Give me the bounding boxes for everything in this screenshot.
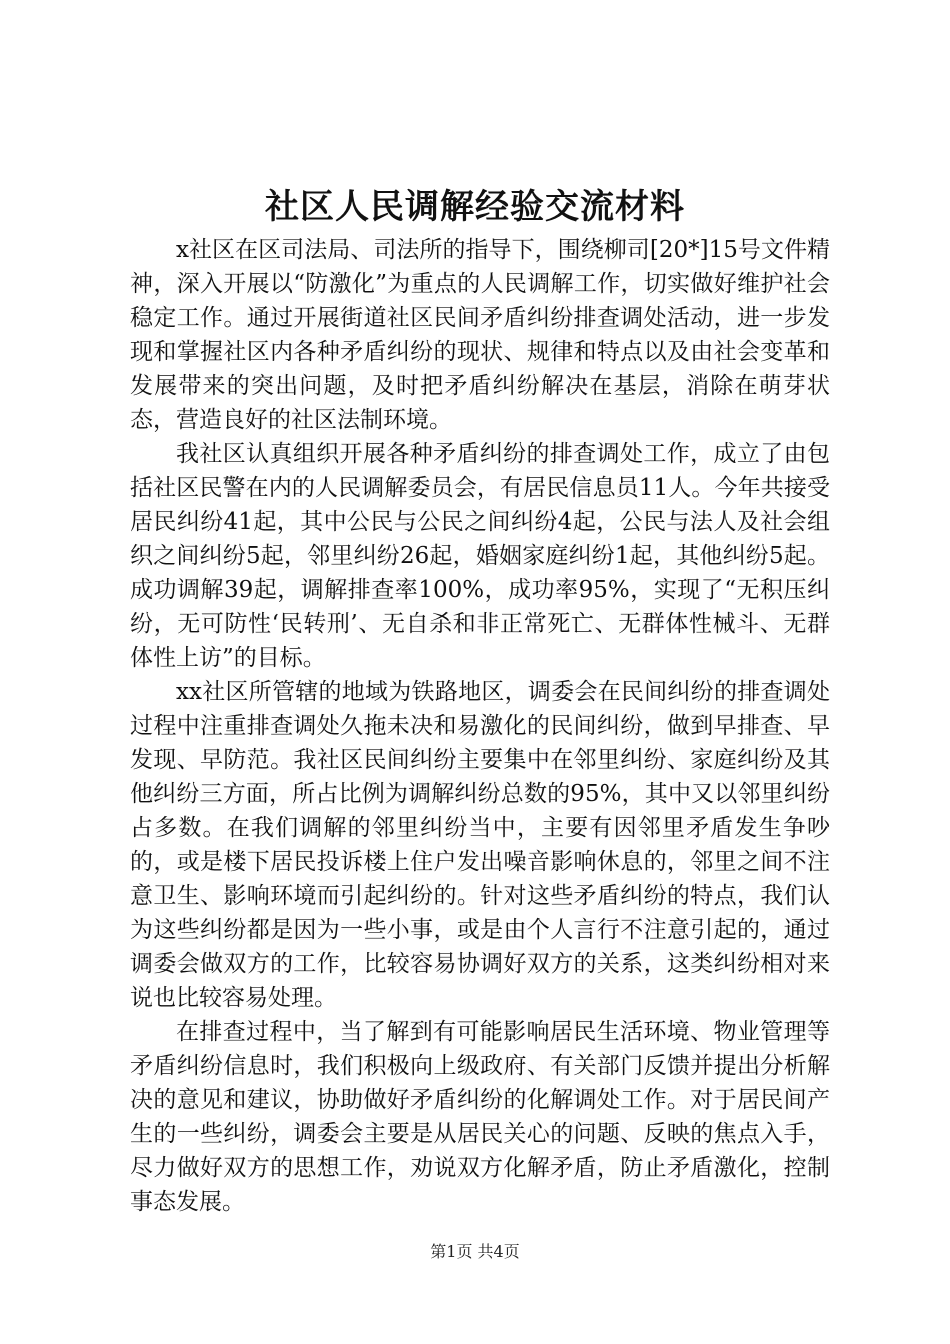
paragraph-3: xx社区所管辖的地域为铁路地区，调委会在民间纠纷的排查调处过程中注重排查调处久拖未决和易激化的民间纠纷，做到早排查、早发现、早防范。我社区民间纠纷主要集中在邻里纠纷、家庭纠纷及其他纠纷三方面，所占比例为调解纠纷总数的95%，其中又以邻里纠纷占多数。在我们调解的邻里纠纷当中，主要有因邻里矛盾发生争吵的，或是楼下居民投诉楼上住户发出噪音影响休息的，邻里之间不注意卫生、影响环境而引起纠纷的。针对这些矛盾纠纷的特点，我们认为这些纠纷都是因为一些小事，或是由个人言行不注意引起的，通过调委会做双方的工作，比较容易协调好双方的关系，这类纠纷相对来说也比较容易处理。 — [130, 679, 830, 1011]
paragraph-4: 在排查过程中，当了解到有可能影响居民生活环境、物业管理等矛盾纠纷信息时，我们积极向上级政府、有关部门反馈并提出分析解决的意见和建议，协助做好矛盾纠纷的化解调处工作。对于居民间产生的一些纠纷，调委会主要是从居民关心的问题、反映的焦点入手，尽力做好双方的思想工作，劝说双方化解矛盾，防止矛盾激化，控制事态发展。 — [130, 1019, 830, 1215]
paragraph-2: 我社区认真组织开展各种矛盾纠纷的排查调处工作，成立了由包括社区民警在内的人民调解委员会，有居民信息员11人。今年共接受居民纠纷41起，其中公民与公民之间纠纷4起，公民与法人及社会组织之间纠纷5起，邻里纠纷26起，婚姻家庭纠纷1起，其他纠纷5起。成功调解39起，调解排查率100%，成功率95%，实现了“无积压纠纷，无可防性‘民转刑’、无自杀和非正常死亡、无群体性械斗、无群体性上访”的目标。 — [130, 441, 830, 671]
document-body — [130, 233, 830, 1219]
document-title: 社区人民调解经验交流材料 — [265, 187, 685, 227]
paragraph-1: x社区在区司法局、司法所的指导下，围绕柳司[20*]15号文件精神，深入开展以“防激化”为重点的人民调解工作，切实做好维护社会稳定工作。通过开展街道社区民间矛盾纠纷排查调处活动，进一步发现和掌握社区内各种矛盾纠纷的现状、规律和特点以及由社会变革和发展带来的突出问题，及时把矛盾纠纷解决在基层，消除在萌芽状态，营造良好的社区法制环境。 — [130, 237, 830, 433]
page-number: 第1页 共4页 — [430, 1242, 520, 1261]
